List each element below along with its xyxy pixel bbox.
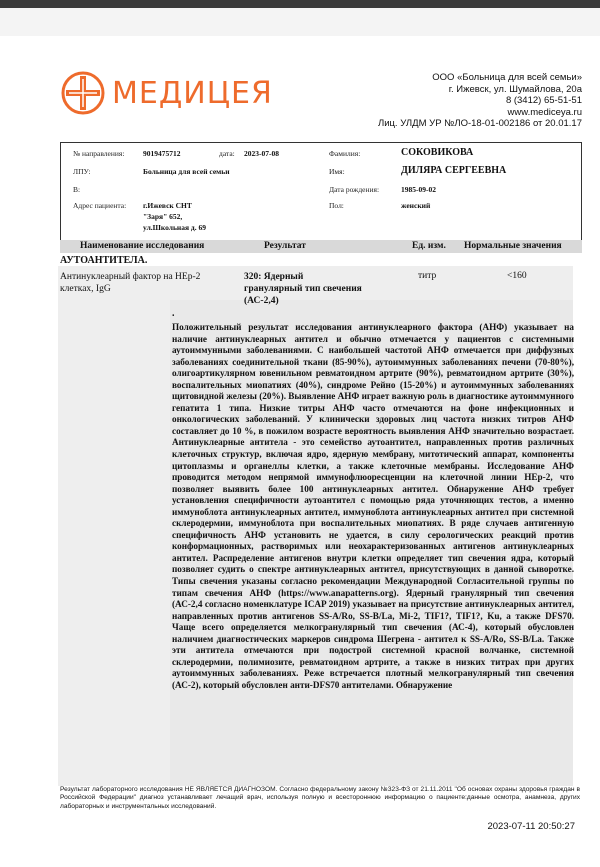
test-result: 320: Ядерный гранулярный тип свечения (АС-2,4) — [244, 272, 362, 306]
lpu-label: ЛПУ: — [73, 167, 91, 176]
print-timestamp: 2023-07-11 20:50:27 — [487, 821, 575, 832]
org-phone: 8 (3412) 65-51-51 — [505, 95, 582, 106]
org-address: г. Ижевск, ул. Шумайлова, 20а — [448, 83, 582, 95]
dob-label: Дата рождения: — [329, 185, 380, 194]
patient-sex: женский — [401, 201, 431, 210]
date-label: дата: — [219, 149, 235, 158]
org-license: Лиц. УЛДМ УР №ЛО-18-01-002186 от 20.01.17 — [377, 118, 582, 129]
test-name: Антинуклеарный фактор на НЕр-2 клетках, IgG — [60, 272, 201, 294]
org-website: www.mediceya.ru — [507, 106, 582, 118]
comment-marker: . — [172, 308, 175, 319]
patient-dob: 1985-09-02 — [401, 185, 436, 194]
address-line-1: г.Ижевск СНТ — [143, 201, 192, 210]
referral-number: 9019475712 — [143, 149, 181, 158]
address-line-2: "Заря" 652, — [143, 212, 183, 221]
col-unit: Ед. изм. — [412, 241, 446, 251]
patient-name: ДИЛЯРА СЕРГЕЕВНА — [401, 165, 507, 176]
lpu-value: Больница для всей семьи — [143, 167, 230, 176]
address-line-3: ул.Школьная д. 69 — [143, 223, 206, 232]
referral-date: 2023-07-08 — [244, 149, 279, 158]
doctor-label: В: — [73, 185, 81, 194]
window-top-bar — [0, 0, 600, 8]
logo-text: МЕДИЦЕЯ — [112, 75, 273, 111]
comment-text: Положительный результат исследования антинуклеарного фактора (АНФ) указывает на наличие антинуклеарных антител и обычно отмечается у пациентов с системными аутоиммунными заболеваниями. С наибольшей частотой АНФ отмечается при диффузных заболеваниях соединительной ткани (85-90%), аутоиммунных заболеваниях печени (70-80%), олигоартикулярном ювенильном ревматоидном артрите (90%), ревматоидном артрите (30%), воспалительных миопатиях (40%), синдроме Рейно (15-20%) и аутоиммунных заболеваниях щитовидной железы (20%). Выявление АНФ играет важную роль в диагностике аутоиммунного гепатита 1 типа. Низкие титры АНФ часто отмечаются на фоне инфекционных и онкологических заболеваний. У клинически здоровых лиц частота низких титров АНФ составляет до 10 %, в пожилом возрасте вероятность выявления АНФ значительно возрастает. Антинуклеарные антитела - это семейство аутоантител, направленных против различных клеточных структур, включая ядро, ядерную мембрану, митотический аппарат, компоненты цитоплазмы и органеллы клетки, а также клеточные мембраны. Исследование АНФ проводится методом непрямой иммунофлюоресценции на клеточной линии НЕр-2, что позволяет выявить более 100 антинуклеарных антител. Обнаружение АНФ требует установления специфичности аутоантител с помощью ряда уточняющих тестов, а именно иммуноблота антинуклеарных антител, иммуноблота антинуклеарных антител при системной склеродермии, иммуноблота при воспалительных миопатиях. В ряде случаев антигенную специфичность АНФ установить не удается, в силу серологических реакций против конформационных, растворимых или неохарактеризованных антигенов антинуклеарных антител. Распределение антигенов внутри клетки определяет тип свечения ядра, который позволяет судить о спектре антинуклеарных антител, присутствующих в данной сыворотке. Типы свечения указаны согласно рекомендации Международной Согласительной группы по типам свечения АНФ (https://www.anapatterns.org). Ядерный гранулярный тип свечения (АС-2,4 согласно номенклатуре ICAP 2019) указывает на присутствие антинуклеарных антител, направленных против антигенов SS-A/Ro, SS-B/La, Mi-2, TIF1?, TIF1?, Ku, а также DFS70. Чаще всего определяется мелкогранулярный тип свечения (АС-4), который обусловлен наличием диагностических маркеров синдрома Шегрена - антител к SS-A/Ro, SS-B/La. Также эти антитела отмечаются при подострой системной красной волчанке, системной склеродермии, полимиозите, ревматоидном артрите, а также в низких титрах при других аутоиммунных заболеваниях. Реже встречается плотный мелкогранулярный тип свечения (АС-2), который обусловлен анти-DFS70 антителами. Обнаружение — [172, 322, 574, 690]
result-comment — [172, 322, 574, 692]
sex-label: Пол: — [329, 201, 344, 210]
logo — [60, 70, 273, 116]
page-margin — [0, 8, 600, 36]
organization-info — [378, 72, 582, 130]
patient-surname: СОКОВИКОВА — [401, 147, 474, 158]
test-reference: <160 — [507, 271, 527, 281]
org-name: ООО «Больница для всей семьи» — [432, 72, 582, 83]
col-test-name: Наименование исследования — [80, 241, 205, 251]
col-reference: Нормальные значения — [464, 241, 562, 251]
cross-circle-icon — [60, 70, 106, 116]
test-unit: титр — [418, 271, 437, 281]
col-result: Результат — [264, 241, 306, 251]
results-table-header — [60, 240, 582, 253]
name-label: Имя: — [329, 167, 345, 176]
surname-label: Фамилия: — [329, 149, 361, 158]
referral-label: № направления: — [73, 149, 125, 158]
section-title: АУТОАНТИТЕЛА. — [60, 255, 148, 266]
patient-header — [60, 142, 582, 244]
address-label: Адрес пациента: — [73, 201, 127, 210]
disclaimer: Результат лабораторного исследования НЕ ЯВЛЯЕТСЯ ДИАГНОЗОМ. Согласно федеральному закону №323-ФЗ от 21.11.2011 "Об основах охраны здоровья граждан в Российской Федерации" диагноз устанавливает лечащий врач, используя полную и всестороннюю информацию о пациенте:данные осмотра, анамнеза, других лабораторных и инструментальных исследований. — [60, 786, 580, 810]
